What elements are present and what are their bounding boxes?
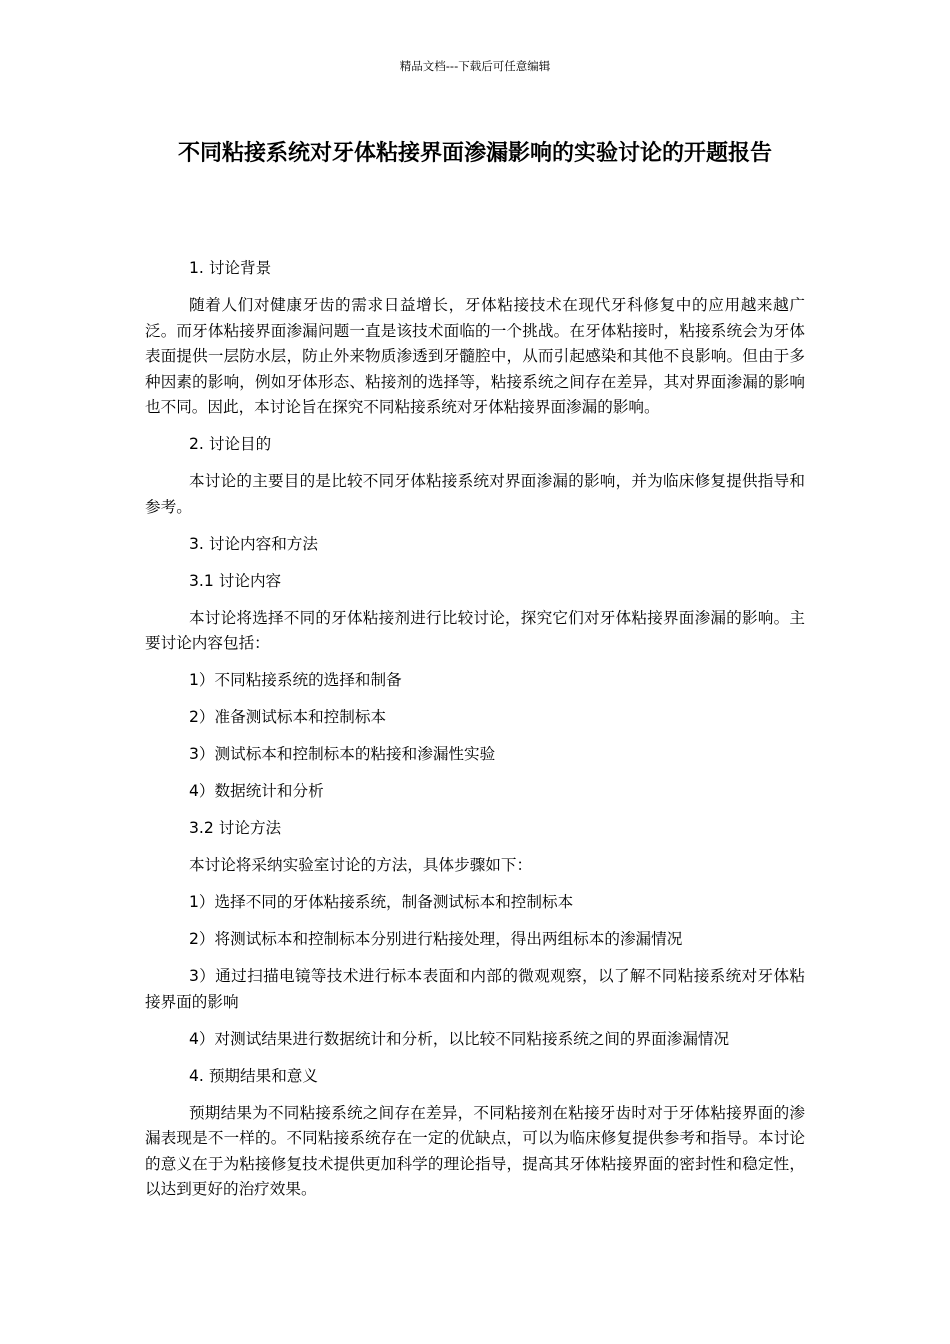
- section-1-heading: 1. 讨论背景: [189, 259, 272, 277]
- section-1-paragraph: 随着人们对健康牙齿的需求日益增长，牙体粘接技术在现代牙科修复中的应用越来越广泛。而牙体粘接界面渗漏问题一直是该技术面临的一个挑战。在牙体粘接时，粘接系统会为牙体表面提供一层防水层，防止外来物质渗透到牙髓腔中，从而引起感染和其他不良影响。但由于多种因素的影响，例如牙体形态、粘接剂的选择等，粘接系统之间存在差异，其对界面渗漏的影响也不同。因此，本讨论旨在探究不同粘接系统对牙体粘接界面渗漏的影响。: [145, 296, 805, 416]
- document-body: [145, 256, 805, 1214]
- list-item: 3）通过扫描电镜等技术进行标本表面和内部的微观观察，以了解不同粘接系统对牙体粘接界面的影响: [145, 967, 805, 1011]
- section-3-1-heading: 3.1 讨论内容: [189, 571, 282, 590]
- list-item: 2）将测试标本和控制标本分别进行粘接处理，得出两组标本的渗漏情况: [189, 930, 683, 948]
- list-item: 2）准备测试标本和控制标本: [189, 708, 387, 726]
- section-3-2-heading: 3.2 讨论方法: [189, 819, 282, 837]
- section-3-2-paragraph: 本讨论将采纳实验室讨论的方法，具体步骤如下：: [189, 856, 533, 874]
- document-title: 不同粘接系统对牙体粘接界面渗漏影响的实验讨论的开题报告: [177, 141, 772, 166]
- section-3-1-paragraph: 本讨论将选择不同的牙体粘接剂进行比较讨论，探究它们对牙体粘接界面渗漏的影响。主要讨论内容包括：: [145, 608, 805, 652]
- list-item: 1）不同粘接系统的选择和制备: [189, 671, 402, 689]
- list-item: 3）测试标本和控制标本的粘接和渗漏性实验: [189, 745, 496, 763]
- section-2-paragraph: 本讨论的主要目的是比较不同牙体粘接系统对界面渗漏的影响，并为临床修复提供指导和参考。: [145, 472, 805, 516]
- section-2-heading: 2. 讨论目的: [189, 435, 272, 453]
- list-item: 1）选择不同的牙体粘接系统，制备测试标本和控制标本: [189, 893, 574, 911]
- list-item: 4）对测试结果进行数据统计和分析，以比较不同粘接系统之间的界面渗漏情况: [189, 1029, 730, 1048]
- section-3-heading: 3. 讨论内容和方法: [189, 534, 318, 553]
- list-item: 4）数据统计和分析: [189, 782, 324, 800]
- section-4-heading: 4. 预期结果和意义: [189, 1066, 318, 1085]
- section-4-paragraph: 预期结果为不同粘接系统之间存在差异，不同粘接剂在粘接牙齿时对于牙体粘接界面的渗漏表现是不一样的。不同粘接系统存在一定的优缺点，可以为临床修复提供参考和指导。本讨论的意义在于为粘接修复技术提供更加科学的理论指导，提高其牙体粘接界面的密封性和稳定性，以达到更好的治疗效果。: [145, 1103, 805, 1198]
- header-note: 精品文档---下载后可任意编辑: [399, 59, 551, 73]
